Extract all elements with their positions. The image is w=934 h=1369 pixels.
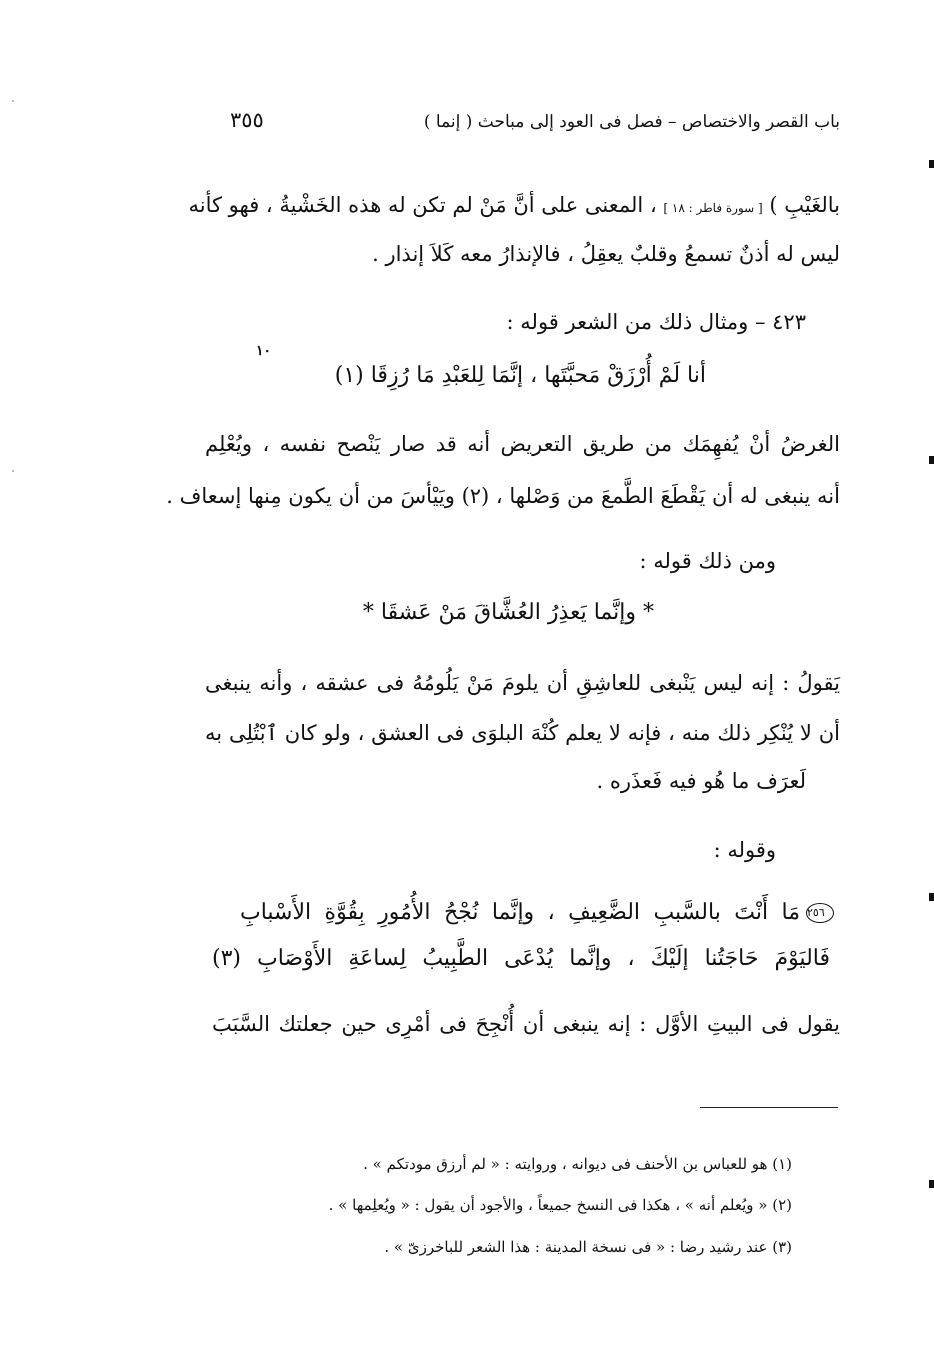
margin-mark [929,456,934,464]
verse-1: أنا لَمْ أُرْزَقْ مَحبَّتَها ، إنَّمَا لِلعَبْدِ مَا رُزِقَا (١) [334,363,706,388]
poem-verse-1: ٢٥٦مَا أَنْتَ بالسَّببِ الضَّعِيفِ ، وإنَّما نُجْحُ الأُمُورِ بِقُوَّةِ الأَسْبابِ [240,900,834,925]
quran-reference: [ سورة فاطر : ١٨ ] [663,201,763,215]
paragraph-1-line-1: بالغَيْبِ ) [ سورة فاطر : ١٨ ] ، المعنى على أنَّ مَنْ لم تكن له هذه الخَشْيةُ ، فهو كأنه [188,193,840,217]
scan-dot [12,470,14,472]
paragraph-3-line-2: أن لا يُنْكِر ذلك منه ، فإنه لا يعلم كُنْهَ البلوَى فى العشق ، ولو كان ٱبْتُلِى به [205,721,840,745]
hemistich: * وإنَّما يَعذِرُ العُشَّاقَ مَنْ عَشقَا * [362,600,654,625]
paragraph-2-line-1: الغرضُ أنْ يُفهِمَك من طريق التعريض أنه قد صار يَنْصح نفسه ، ويُعْلِم [205,432,840,456]
paragraph-3-line-3: لَعرَف ما هُو فيه فَعذَره . [596,769,806,793]
poem-verse-2: فَاليَوْمَ حَاجَتُنا إلَيْكَ ، وإنَّما يُدْعَى الطَّبِيبُ لِساعَةِ الأَوْصَابِ (٣) [212,946,830,971]
poem-number-badge: ٢٥٦ [806,903,834,923]
footnote-1: (١) هو للعباس بن الأحنف فى ديوانه ، وروايته : « لم أرزق مودتكم » . [363,1155,792,1173]
margin-mark [929,893,934,901]
scan-dot [12,100,14,102]
printer-mark: ١٠ [256,343,272,359]
margin-mark [929,160,934,168]
section-intro: ومن ذلك قوله : [639,549,776,573]
section-423-intro: ٤٢٣ – ومثال ذلك من الشعر قوله : [506,310,806,334]
footnote-3: (٣) عند رشيد رضا : « فى نسخة المدينة : هذا الشعر للباخرزىّ » . [384,1238,792,1256]
margin-mark [929,1180,934,1188]
paragraph-2-line-2: أنه ينبغى له أن يَقْطَعَ الطَّمعَ من وَصْلها ، (٢) ويَيْأسَ من أن يكون مِنها إسعاف . [166,484,840,508]
poem-intro: وقوله : [713,838,776,862]
footnote-separator [700,1107,838,1108]
running-title: باب القصر والاختصاص – فصل فى العود إلى مباحث ( إنما ) [423,112,840,132]
footnote-2: (٢) « ويُعلم أنه » ، هكذا فى النسخ جميعاً ، والأجود أن يقول : « ويُعلِمها » . [328,1196,792,1214]
paragraph-1-line-2: ليس له أذنٌ تسمعُ وقلبٌ يعقِلُ ، فالإنذارُ معه كَلاَ إنذار . [372,242,840,266]
paragraph-4-line-1: يقول فى البيتِ الأوَّل : إنه ينبغى أن أُنْجِحَ فى أمْرِى حين جعلتك السَّبَبَ [212,1012,840,1036]
page-number: ٣٥٥ [230,108,264,132]
paragraph-3-line-1: يَقولُ : إنه ليس يَنْبغى للعاشِقِ أن يلومَ مَنْ يَلُومُهُ فى عشقه ، وأنه ينبغى [205,671,840,695]
